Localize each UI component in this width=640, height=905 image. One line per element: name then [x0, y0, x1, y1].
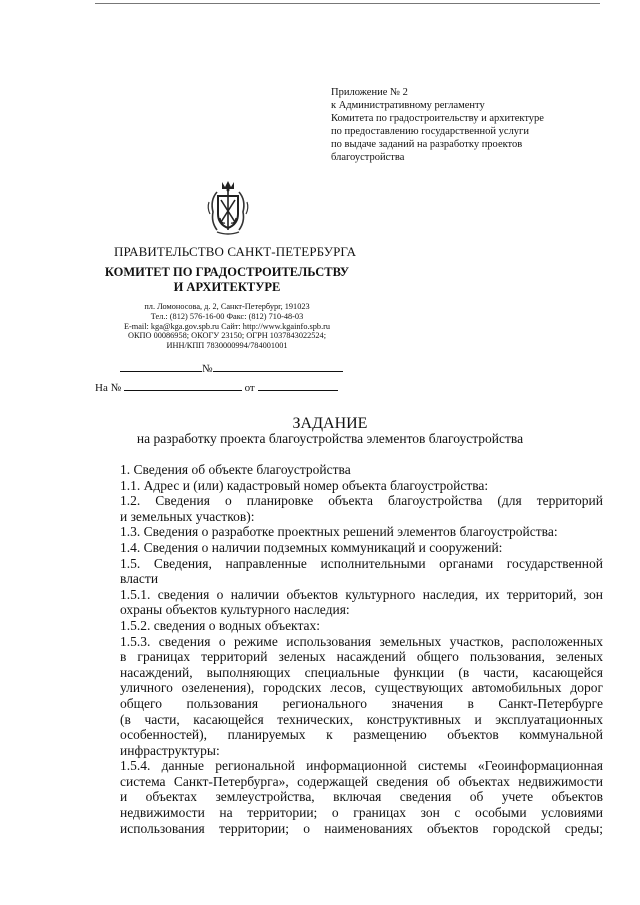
contact-line: E-mail: kga@kga.gov.spb.ru Сайт: http://www.kgainfo.spb.ru — [123, 321, 331, 331]
contact-line: пл. Ломоносова, д. 2, Санкт-Петербург, 191023 — [144, 302, 310, 311]
appendix-line: по предоставлению государственной услуги — [331, 126, 529, 137]
section-1-5-2: 1.5.2. сведения о водных объектах: — [120, 617, 320, 633]
government-title: ПРАВИТЕЛЬСТВО САНКТ-ПЕТЕРБУРГА — [114, 244, 357, 259]
section-1-5-4-line: недвижимости на территории; о границах зон с особыми условиями — [120, 805, 603, 821]
appendix-line: благоустройства — [331, 152, 405, 163]
reference-line — [95, 381, 338, 395]
section-1-5-4-line: система Санкт-Петербурга», содержащей сведения об объектах недвижимости — [120, 773, 603, 789]
contact-line: Тел.: (812) 576-16-00 Факс: (812) 710-48-03 — [150, 311, 304, 321]
reference-date-blank — [258, 381, 338, 391]
appendix-block — [331, 86, 621, 164]
section-1-5-3-line: насаждений, выполняющих специальные функции (в части, касающейся — [120, 664, 603, 680]
committee-title-line: И АРХИТЕКТУРЕ — [173, 280, 281, 294]
from-label: от — [244, 382, 255, 394]
section-1-5-3-line: общего пользования регионального значения в Санкт-Петербурге — [120, 695, 603, 711]
section-1-3: 1.3. Сведения о разработке проектных решений элементов благоустройства: — [120, 524, 558, 540]
section-1-5-1-line: охраны объектов культурного наследия: — [120, 602, 350, 618]
section-1-5-1-line: 1.5.1. сведения о наличии объектов культурного наследия, их территорий, зон — [120, 586, 603, 602]
reference-number-blank — [124, 381, 242, 391]
appendix-line: к Административному регламенту — [331, 100, 485, 111]
section-1-2-line: и земельных участков): — [120, 508, 255, 524]
section-1-5-3-line: инфраструктуры: — [120, 742, 220, 758]
section-1-5-4-line: использования территории; о наименованиях объектов городской среды; — [120, 820, 603, 836]
section-1-5-4-line: 1.5.4. данные региональной информационной системы «Геоинформационная — [120, 758, 603, 774]
section-1-1: 1.1. Адрес и (или) кадастровый номер объекта благоустройства: — [120, 477, 489, 493]
section-1-5-3-line: 1.5.3. сведения о режиме использования земельных участков, расположенных — [120, 633, 603, 649]
number-blank — [213, 362, 343, 372]
contact-line: ОКПО 00086958; ОКОГУ 23150; ОГРН 1037843022524; — [127, 331, 327, 341]
contact-line: ИНН/КПП 7830000994/784001001 — [166, 341, 288, 351]
section-1: 1. Сведения об объекте благоустройства — [120, 462, 351, 477]
top-border-line — [95, 3, 600, 4]
appendix-line: Приложение № 2 — [331, 87, 408, 98]
reference-label: На № — [95, 382, 122, 394]
section-1-5-3-line: уличного озеленения), городских лесов, существующих автомобильных дорог — [120, 680, 603, 696]
section-1-4: 1.4. Сведения о наличии подземных коммуникаций и сооружений: — [120, 539, 503, 555]
committee-title — [100, 265, 354, 295]
appendix-line: Комитета по градостроительству и архитектуре — [331, 113, 544, 124]
section-1-5-line: власти — [120, 571, 159, 587]
date-blank — [120, 362, 202, 372]
section-1-5-line: 1.5. Сведения, направленные исполнительными органами государственной — [120, 555, 603, 571]
number-sign: № — [202, 363, 213, 375]
section-1-2-line: 1.2. Сведения о планировке объекта благоустройства (для территорий — [120, 493, 603, 509]
section-1-5-3-line: (в части, касающейся технических, конструктивных и эксплуатационных — [120, 711, 603, 727]
document-title: ЗАДАНИЕ — [292, 415, 368, 432]
coat-of-arms-icon — [203, 178, 253, 238]
document-body — [120, 462, 603, 836]
contact-details — [100, 302, 354, 351]
appendix-line: по выдаче заданий на разработку проектов — [331, 139, 523, 150]
document-subtitle: на разработку проекта благоустройства элементов благоустройства — [136, 431, 524, 446]
section-1-5-3-line: в границах территорий зеленых насаждений общего пользования, зеленых — [120, 649, 603, 665]
section-1-5-4-line: и объектах землеустройства, включая сведения об учете объектов — [120, 789, 603, 805]
committee-title-line: КОМИТЕТ ПО ГРАДОСТРОИТЕЛЬСТВУ — [104, 265, 350, 279]
registration-number-line — [120, 362, 343, 376]
section-1-5-3-line: особенностей), планируемых к размещению объектов коммунальной — [120, 727, 603, 743]
